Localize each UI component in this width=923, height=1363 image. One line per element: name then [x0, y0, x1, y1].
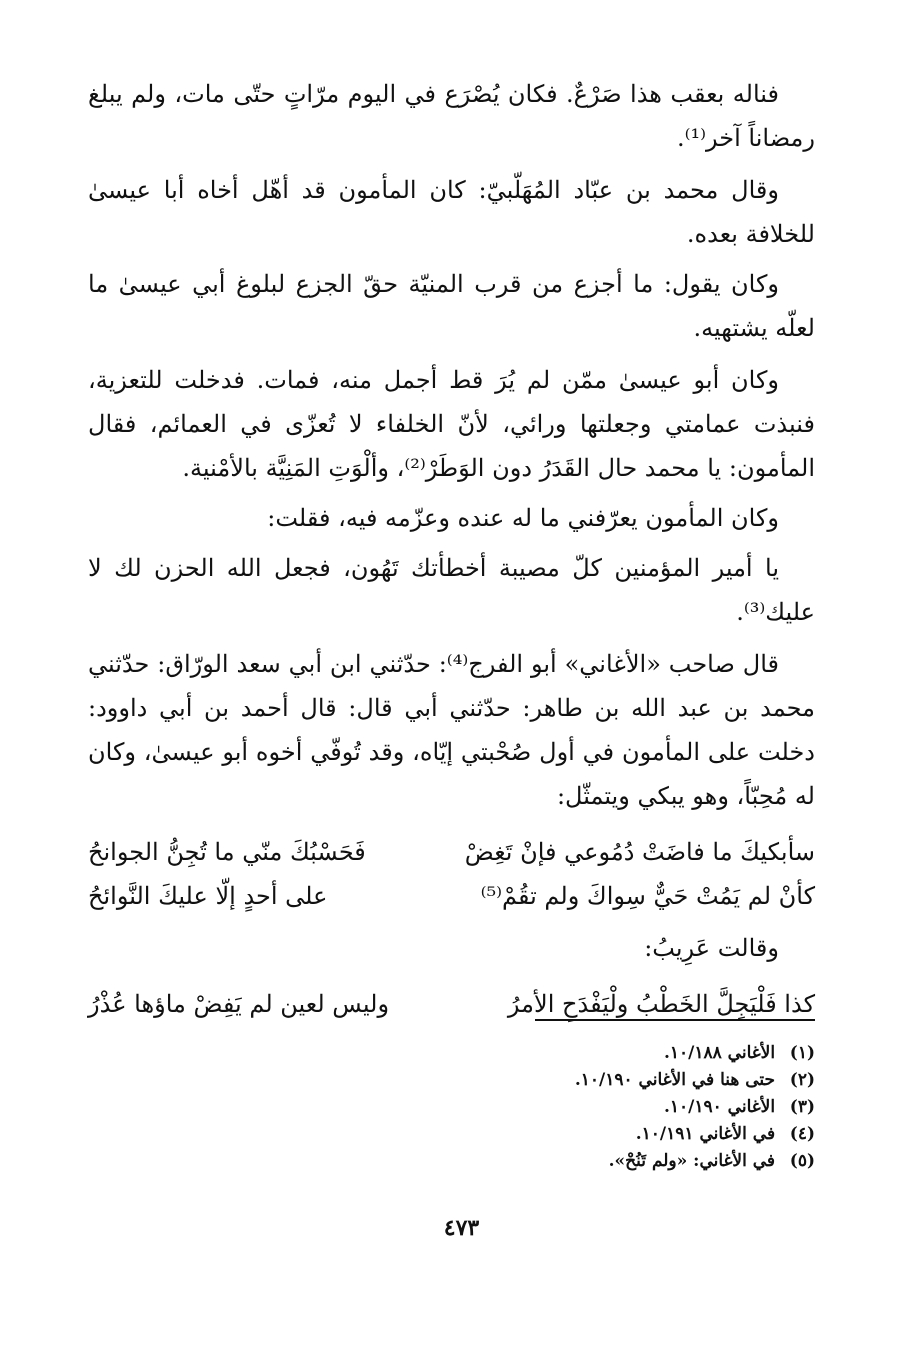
- verse-first-hemistich: سأبكيكَ ما فاضَتْ دُمُوعي فإنْ تَغِضْ: [464, 838, 815, 866]
- footnote: [300, 1067, 815, 1094]
- footnote: [300, 1148, 815, 1175]
- footnotes: [300, 1040, 815, 1175]
- footnote-number: (١): [789, 1043, 815, 1063]
- paragraph: فناله بعقب هذا صَرْعٌ. فكان يُصْرَع في اليوم مرّاتٍ حتّى مات، ولم يبلغ رمضاناً آخر⁽¹⁾.: [88, 80, 815, 152]
- footnote-text: في الأغاني ١٠/١٩١.: [635, 1124, 776, 1144]
- verse-second-hemistich: فَحَسْبُكَ منّي ما تُجِنُّ الجوانحُ: [88, 838, 366, 866]
- paragraph: وكان المأمون يعرّفني ما له عنده وعزّمه فيه، فقلت:: [267, 504, 779, 532]
- footnote-divider: [535, 1019, 815, 1021]
- verse-second-hemistich: على أحدٍ إلّا عليكَ النَّوائحُ: [88, 882, 328, 910]
- page-number: ٤٧٣: [443, 1215, 480, 1241]
- footnote-text: الأغاني ١٠/١٩٠.: [663, 1097, 776, 1117]
- footnote-text: في الأغاني: «ولم تَنُحْ».: [608, 1151, 776, 1171]
- paragraph: وكان أبو عيسىٰ ممّن لم يُرَ قط أجمل منه، فمات. فدخلت للتعزية، فنبذت عمامتي وجعلتها ورائي، لأنّ الخلفاء لا تُعزّى في العمائم، فقال المأمون: يا محمد حال القَدَرُ دون الوَطَرْ⁽²⁾، وألْوَتِ المَنِيَّة بالأمْنية.: [88, 366, 815, 482]
- paragraph: وقال محمد بن عبّاد المُهَلّبيّ: كان المأمون قد أهّل أخاه أبا عيسىٰ للخلافة بعده.: [88, 176, 815, 248]
- verse-intro: وقالت عَرِيبُ:: [644, 934, 779, 962]
- footnote-number: (٢): [789, 1070, 815, 1090]
- poem-verses: [88, 830, 815, 918]
- footnote-number: (٤): [789, 1124, 815, 1144]
- footnote: [300, 1040, 815, 1067]
- footnote: [300, 1121, 815, 1148]
- verse-second-hemistich: وليس لعين لم يَفِضْ ماؤها عُذْرُ: [88, 990, 390, 1018]
- footnote: [300, 1094, 815, 1121]
- verse-first-hemistich: كذا فَلْيَجِلَّ الخَطْبُ ولْيَفْدَحِ الأمرُ: [507, 990, 815, 1018]
- verse-first-hemistich: كأنْ لم يَمُتْ حَيٌّ سِواكَ ولم تقُمْ⁽⁵⁾: [480, 882, 815, 910]
- main-text: [88, 72, 815, 1034]
- paragraph: وكان يقول: ما أجزع من قرب المنيّة حقّ الجزع لبلوغ أبي عيسىٰ ما لعلّه يشتهيه.: [88, 270, 815, 342]
- footnote-number: (٥): [789, 1151, 815, 1171]
- verse-line: [88, 874, 815, 918]
- paragraph: قال صاحب «الأغاني» أبو الفرج⁽⁴⁾: حدّثني ابن أبي سعد الورّاق: حدّثني محمد بن عبد الله بن طاهر: حدّثني أبي قال: قال أحمد بن أبي داوود: دخلت على المأمون في أول صُحْبتي إيّاه، وقد تُوفّي أخوه أبو عيسىٰ، وكان له مُحِبّاً، وهو يبكي ويتمثّل:: [88, 650, 815, 810]
- footnote-number: (٣): [789, 1097, 815, 1117]
- verse-line: [88, 830, 815, 874]
- paragraph: يا أمير المؤمنين كلّ مصيبة أخطأتك تَهُون، فجعل الله الحزن لك لا عليك⁽³⁾.: [88, 554, 815, 626]
- footnote-text: حتى هنا في الأغاني ١٠/١٩٠.: [574, 1070, 776, 1090]
- footnote-text: الأغاني ١٠/١٨٨.: [663, 1043, 776, 1063]
